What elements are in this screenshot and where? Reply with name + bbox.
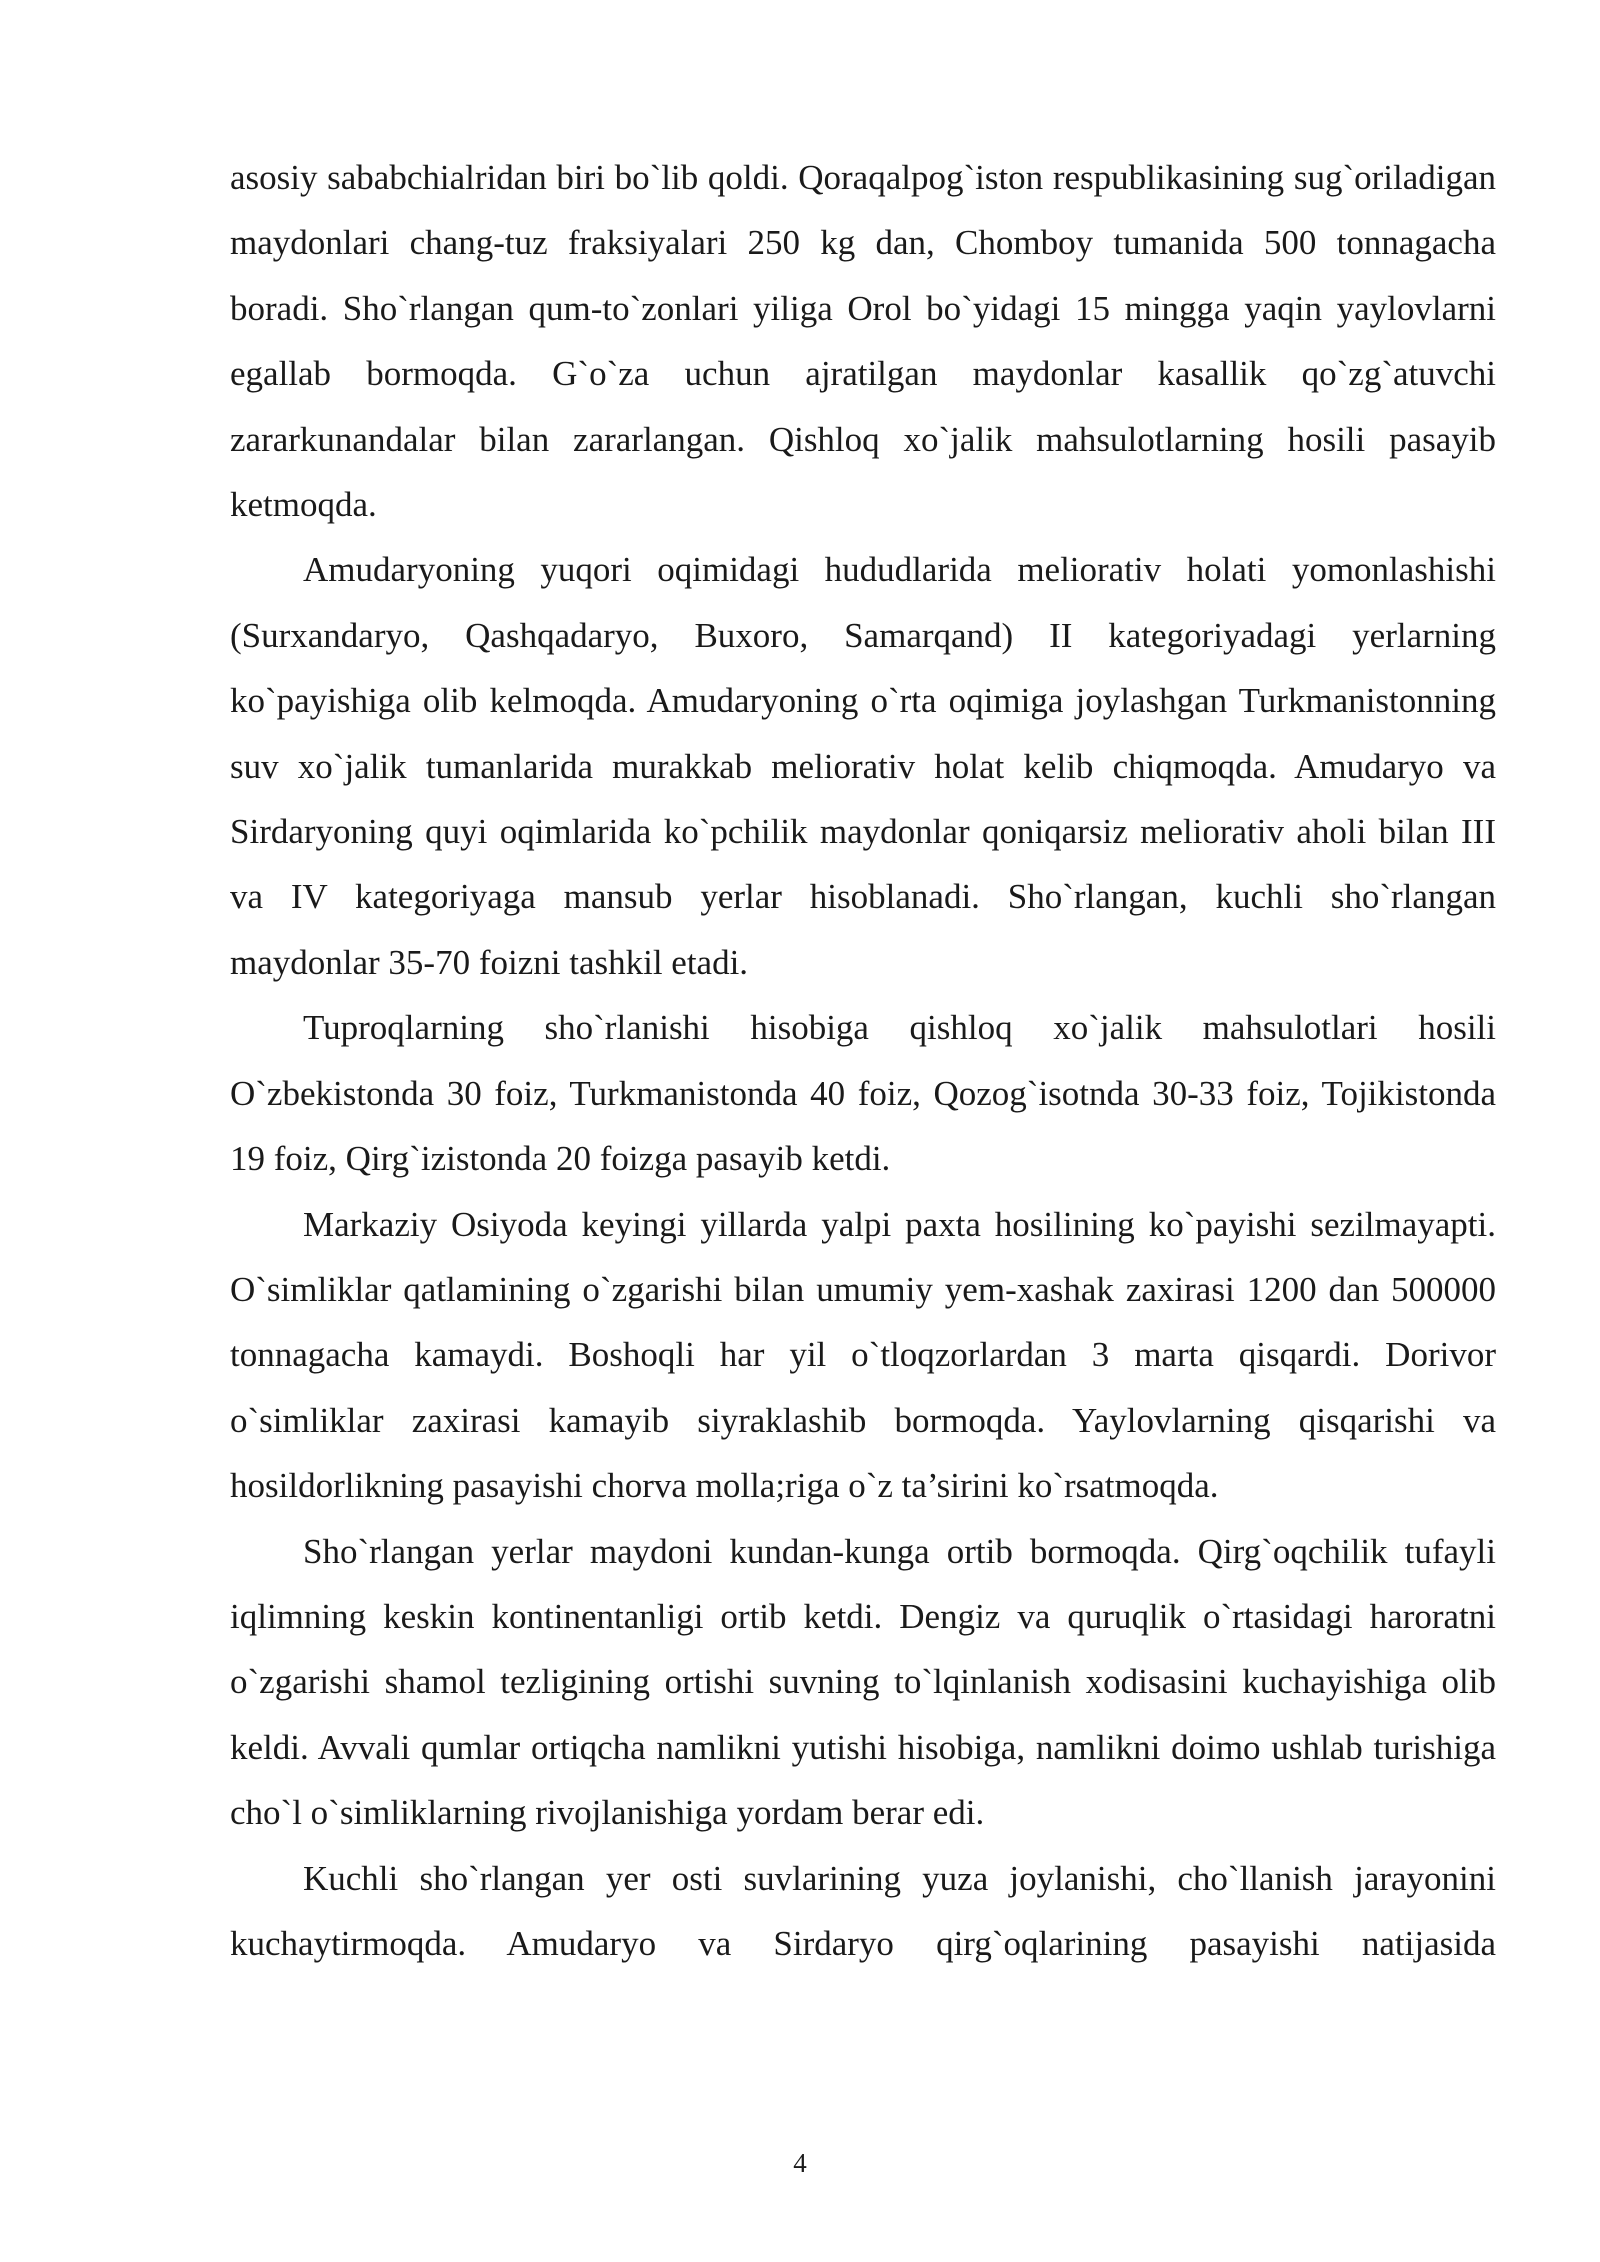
page-number: 4 — [793, 2148, 807, 2178]
paragraph-6: Kuchli sho`rlangan yer osti suvlarining yuza joylanishi, cho`llanish jarayonini kuchaytirmoqda. Amudaryo va Sirdaryo qirg`oqlarining pasayishi natijasida — [230, 1858, 1496, 1963]
paragraph-3: Tuproqlarning sho`rlanishi hisobiga qishloq xo`jalik mahsulotlari hosili O`zbekistonda 30 foiz, Turkmanistonda 40 foiz, Qozog`isotnda 30-33 foiz, Tojikistonda 19 foiz, Qirg`izistonda 20 foizga pasayib ketdi. — [230, 1008, 1496, 1179]
paragraph-4: Markaziy Osiyoda keyingi yillarda yalpi paxta hosilining ko`payishi sezilmayapti. O`simliklar qatlamining o`zgarishi bilan umumiy yem-xashak zaxirasi 1200 dan 500000 tonnagacha kamaydi. Boshoqli har yil o`tloqzorlardan 3 marta qisqardi. Dorivor o`simliklar zaxirasi kamayib siyraklashib bormoqda. Yaylovlarning qisqarishi va hosildorlikning pasayishi chorva molla;riga o`z ta’sirini ko`rsatmoqda. — [230, 1204, 1496, 1506]
paragraph-5: Sho`rlangan yerlar maydoni kundan-kunga ortib bormoqda. Qirg`oqchilik tufayli iqlimning keskin kontinentanligi ortib ketdi. Dengiz va quruqlik o`rtasidagi haroratni o`zgarishi shamol tezligining ortishi suvning to`lqinlanish xodisasini kuchayishiga olib keldi. Avvali qumlar ortiqcha namlikni yutishi hisobiga, namlikni doimo ushlab turishiga cho`l o`simliklarning rivojlanishiga yordam berar edi. — [230, 1531, 1496, 1833]
paragraph-2: Amudaryoning yuqori oqimidagi hududlarida meliorativ holati yomonlashishi (Surxandaryo, Qashqadaryo, Buxoro, Samarqand) II kategoriyadagi yerlarning ko`payishiga olib kelmoqda. Amudaryoning o`rta oqimiga joylashgan Turkmanistonning suv xo`jalik tumanlarida murakkab meliorativ holat kelib chiqmoqda. Amudaryo va Sirdaryoning quyi oqimlarida ko`pchilik maydonlar qoniqarsiz meliorativ aholi bilan III va IV kategoriyaga mansub yerlar hisoblanadi. Sho`rlangan, kuchli sho`rlangan maydonlar 35-70 foizni tashkil etadi. — [230, 550, 1496, 982]
paragraph-1: asosiy sababchialridan biri bo`lib qoldi. Qoraqalpog`iston respublikasining sug`oriladigan maydonlari chang-tuz fraksiyalari 250 kg dan, Chomboy tumanida 500 tonnagacha boradi. Sho`rlangan qum-to`zonlari yiliga Orol bo`yidagi 15 mingga yaqin yaylovlarni egallab bormoqda. G`o`za uchun ajratilgan maydonlar kasallik qo`zg`atuvchi zararkunandalar bilan zararlangan. Qishloq xo`jalik mahsulotlarning hosili pasayib ketmoqda. — [230, 158, 1496, 525]
body-text — [230, 145, 1496, 1976]
